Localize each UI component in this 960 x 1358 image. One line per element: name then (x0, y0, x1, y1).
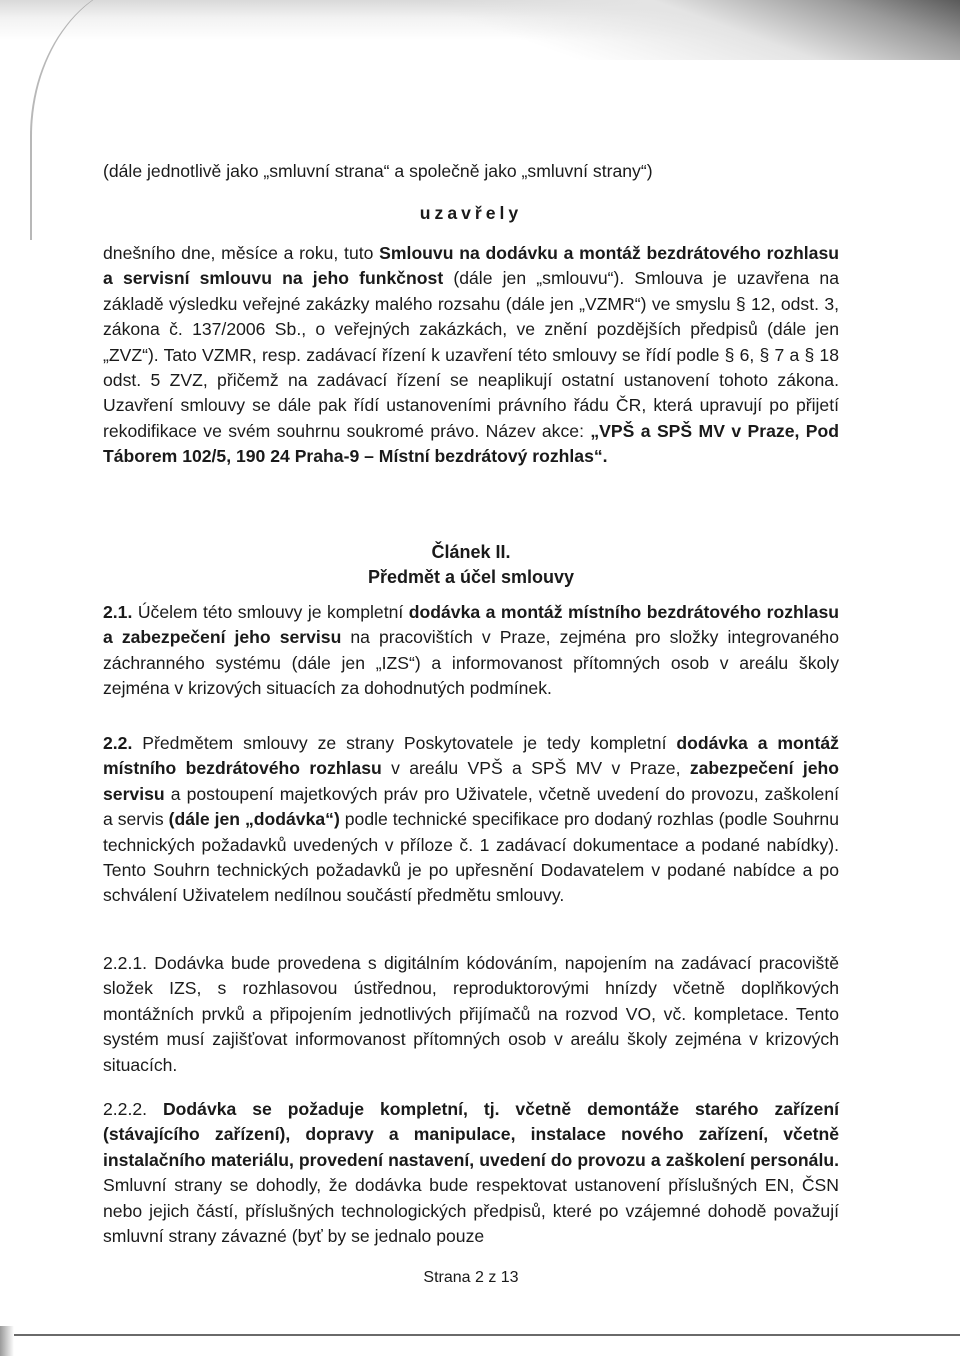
section-text: na pracovištích v Praze, zejména pro složky integrovaného záchranného systému (dále jen „IZS“) a informovanost přítomných osob v areálu školy zejména v krizových situacích za dohodnutých podmínek. (103, 627, 839, 699)
section-number: 2.1. (103, 602, 133, 622)
scan-shadow-corner (440, 0, 960, 60)
section-2-2 (103, 731, 839, 909)
section-text: Předmětem smlouvy ze strany Poskytovatele je tedy kompletní (132, 733, 677, 753)
section-bold: dodávka a montáž místního bezdrátového rozhlasu a zabezpečení jeho servisu (103, 602, 839, 648)
section-text: Účelem této smlouvy je kompletní (132, 602, 409, 622)
project-name: „VPŠ a SPŠ MV v Praze, Pod Táborem 102/5, 190 24 Praha-9 – Místní bezdrátový rozhlas“. (103, 420, 840, 467)
article-subheading: Předmět a účel smlouvy (367, 567, 575, 587)
scan-edge-corner (0, 1326, 14, 1356)
article-heading: Článek II. (431, 542, 511, 562)
section-bold: Dodávka se požaduje kompletní, tj. včetně demontáže starého zařízení (stávajícího zařízení), dopravy a manipulace, instalace nového zařízení, včetně instalačního materiálu, provedení nastavení, uvedení do provozu a zaškolení personálu. (103, 1099, 839, 1170)
section-text: v areálu VPŠ a SPŠ MV v Praze, (381, 758, 690, 779)
preamble-text-2: (dále jen „smlouvu“). Smlouva je uzavřena na základě výsledku veřejné zakázky malého rozsahu (dále jen „VZMR“) ve smyslu § 12, odst. 3, zákona č. 137/2006 Sb., o veřejných zakázkách, ve znění pozdějších předpisů (dále jen „ZVZ“). Tato VZMR, resp. zadávací řízení k uzavření této smlouvy se řídí podle § 6, § 7 a § 18 odst. 5 ZVZ, přičemž na zadávací řízení se neaplikují ostatní ustanovení tohoto zákona. Uzavření smlouvy se dále pak řídí ustanoveními právního řádu ČR, která upravují po přijetí rekodifikace ve svém souhrnu soukromé právo. Název akce: (103, 268, 839, 441)
section-number: 2.2. (103, 733, 133, 753)
section-text: Smluvní strany se dohodly, že dodávka bude respektovat ustanovení příslušných EN, ČSN nebo jejich částí, příslušných technologických předpisů, které po vzájemné dohodě považují smluvní strany závazné (byť by se jednalo pouze (103, 1175, 839, 1247)
section-2-1 (103, 600, 839, 702)
preamble-paragraph (103, 241, 839, 470)
preamble-text-1: dnešního dne, měsíce a roku, tuto (103, 243, 380, 263)
scan-edge-bottom (0, 1334, 960, 1358)
section-2-2-2 (103, 1097, 839, 1249)
section-bold: zabezpečení jeho servisu (103, 758, 839, 804)
section-text: podle technické specifikace pro dodaný rozhlas (podle Souhrnu technických požadavků uvedených v příloze č. 1 zadávací dokumentace a podané nabídky). Tento Souhrn technických požadavků je po upřesnění Dodavatelem v podané nabídce a po schválení Uživatelem nedílnou součástí předmětu smlouvy. (103, 809, 839, 906)
page-number: Strana 2 z 13 (423, 1269, 519, 1286)
section-bold: dodávka a montáž místního bezdrátového rozhlasu (103, 733, 839, 779)
concluded-heading: uzavřely (419, 203, 523, 223)
contract-name: Smlouvu na dodávku a montáž bezdrátového rozhlasu a servisní smlouvu na jeho funkčnost (103, 243, 839, 289)
section-number: 2.2.2. (103, 1099, 163, 1119)
section-bold: (dále jen „dodávka“) (168, 809, 340, 830)
section-text: a postoupení majetkových práv pro Uživatele, včetně uvedení do provozu, zaškolení a servis (103, 783, 839, 830)
section-2-2-1: 2.2.1. Dodávka bude provedena s digitálním kódováním, napojením na zadávací pracoviště složek IZS, s rozhlasovou ústřednou, reproduktorovými hnízdy včetně doplňkových montážních prvků a připojením jednotlivých přijímačů na rozvod VO, vč. kompletace. Tento systém musí zajišťovat informovanost přítomných osob v areálu školy zejména v krizových situacích. (103, 953, 839, 1075)
intro-line: (dále jednotlivě jako „smluvní strana“ a společně jako „smluvní strany“) (103, 161, 653, 181)
